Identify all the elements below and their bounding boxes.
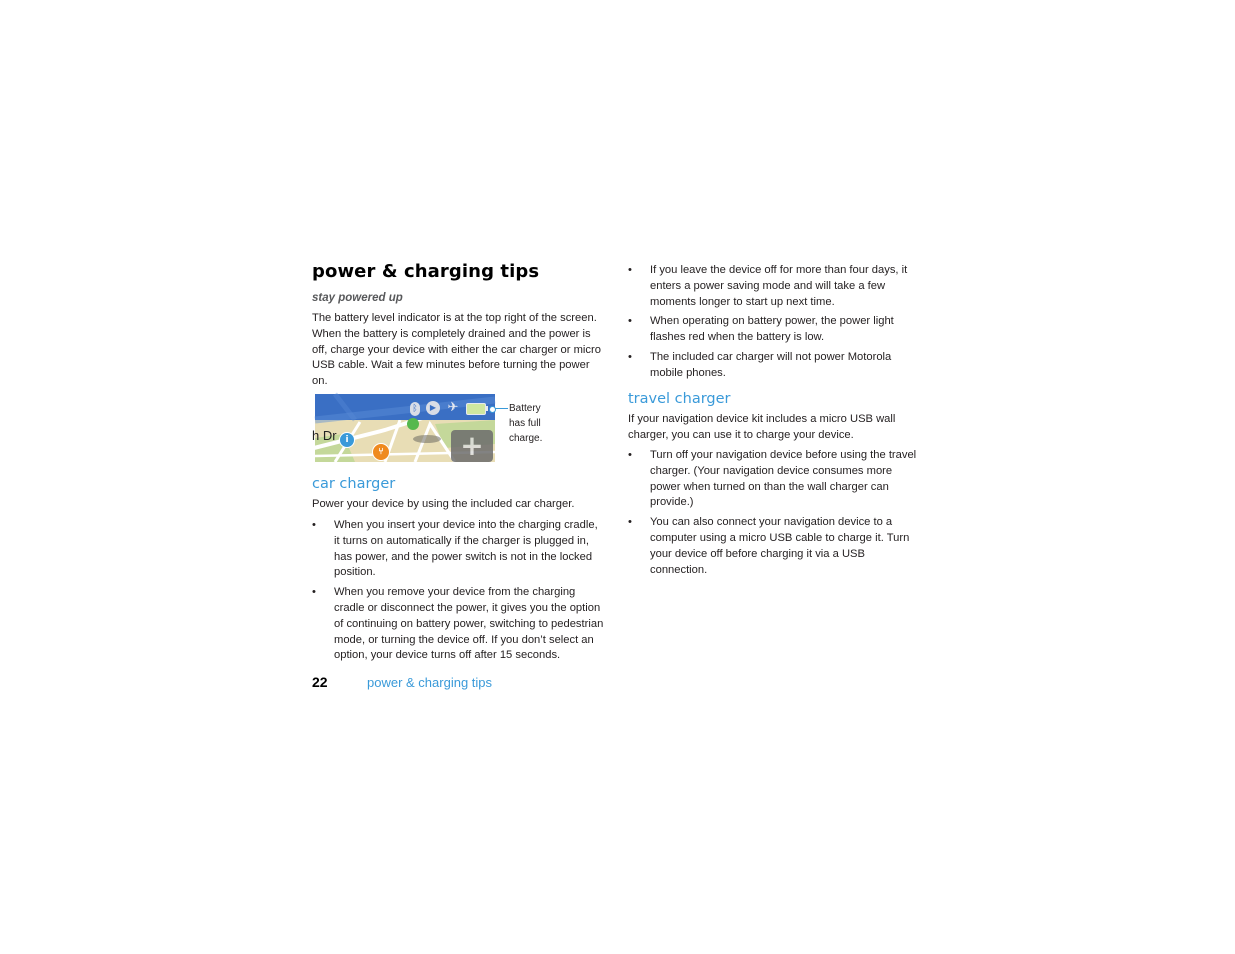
car-charger-intro: Power your device by using the included car charger. [312,498,575,510]
footer-section-label: power & charging tips [367,675,493,690]
list-item: • When you remove your device from the charging cradle or disconnect the power, it gives you the option of continuing on battery power, switching to pedestrian mode, or turning the device off. If you don’t select an option, your device turns off after 15 seconds. [312,585,606,664]
power-notes-bullets [628,263,918,382]
car-charger-bullets [312,518,606,664]
battery-callout: Battery has full charge. [509,403,543,444]
bluetooth-icon: ᛒ [410,402,420,416]
list-item: • Turn off your navigation device before using the travel charger. (Your navigation device consumes more power when turned on than the wall charger can provide.) [628,448,920,511]
list-item: • When operating on battery power, the power light flashes red when the battery is low. [628,314,918,346]
satellite-icon: ✈ [447,400,459,415]
list-item: • If you leave the device off for more than four days, it enters a power saving mode and will take a few moments longer to start up next time. [628,263,918,310]
speaker-icon: ▶ [426,401,440,415]
restaurant-icon: ⑂ [372,443,390,461]
list-item: • When you insert your device into the charging cradle, it turns on automatically if the charger is plugged in, has power, and the power switch is not in the locked position. [312,518,606,581]
page-number: 22 [312,674,328,690]
map-screenshot [312,394,495,462]
map-street-label: h Dr [312,428,337,443]
battery-indicator-paragraph: The battery level indicator is at the top right of the screen. When the battery is completely drained and the power is off, charge your device with either the car charger or micro USB cable. Wait a few minutes before turning the power on. [312,312,601,388]
travel-charger-heading: travel charger [628,391,731,407]
battery-tip [486,406,488,411]
page-title: power & charging tips [312,261,540,282]
list-item: • The included car charger will not power Motorola mobile phones. [628,350,918,382]
travel-charger-intro: If your navigation device kit includes a micro USB wall charger, you can use it to charge your device. [628,413,896,441]
poi-info-icon: i [339,432,355,448]
travel-charger-bullets [628,448,920,578]
list-item: • You can also connect your navigation device to a computer using a micro USB cable to charge it. Turn your device off before charging it via a USB connection. [628,515,920,578]
battery-full-icon [466,403,486,415]
zoom-in-icon[interactable]: + [451,430,493,462]
car-charger-heading: car charger [312,476,396,492]
callout-dot [489,406,496,413]
stay-powered-subhead: stay powered up [312,292,403,304]
